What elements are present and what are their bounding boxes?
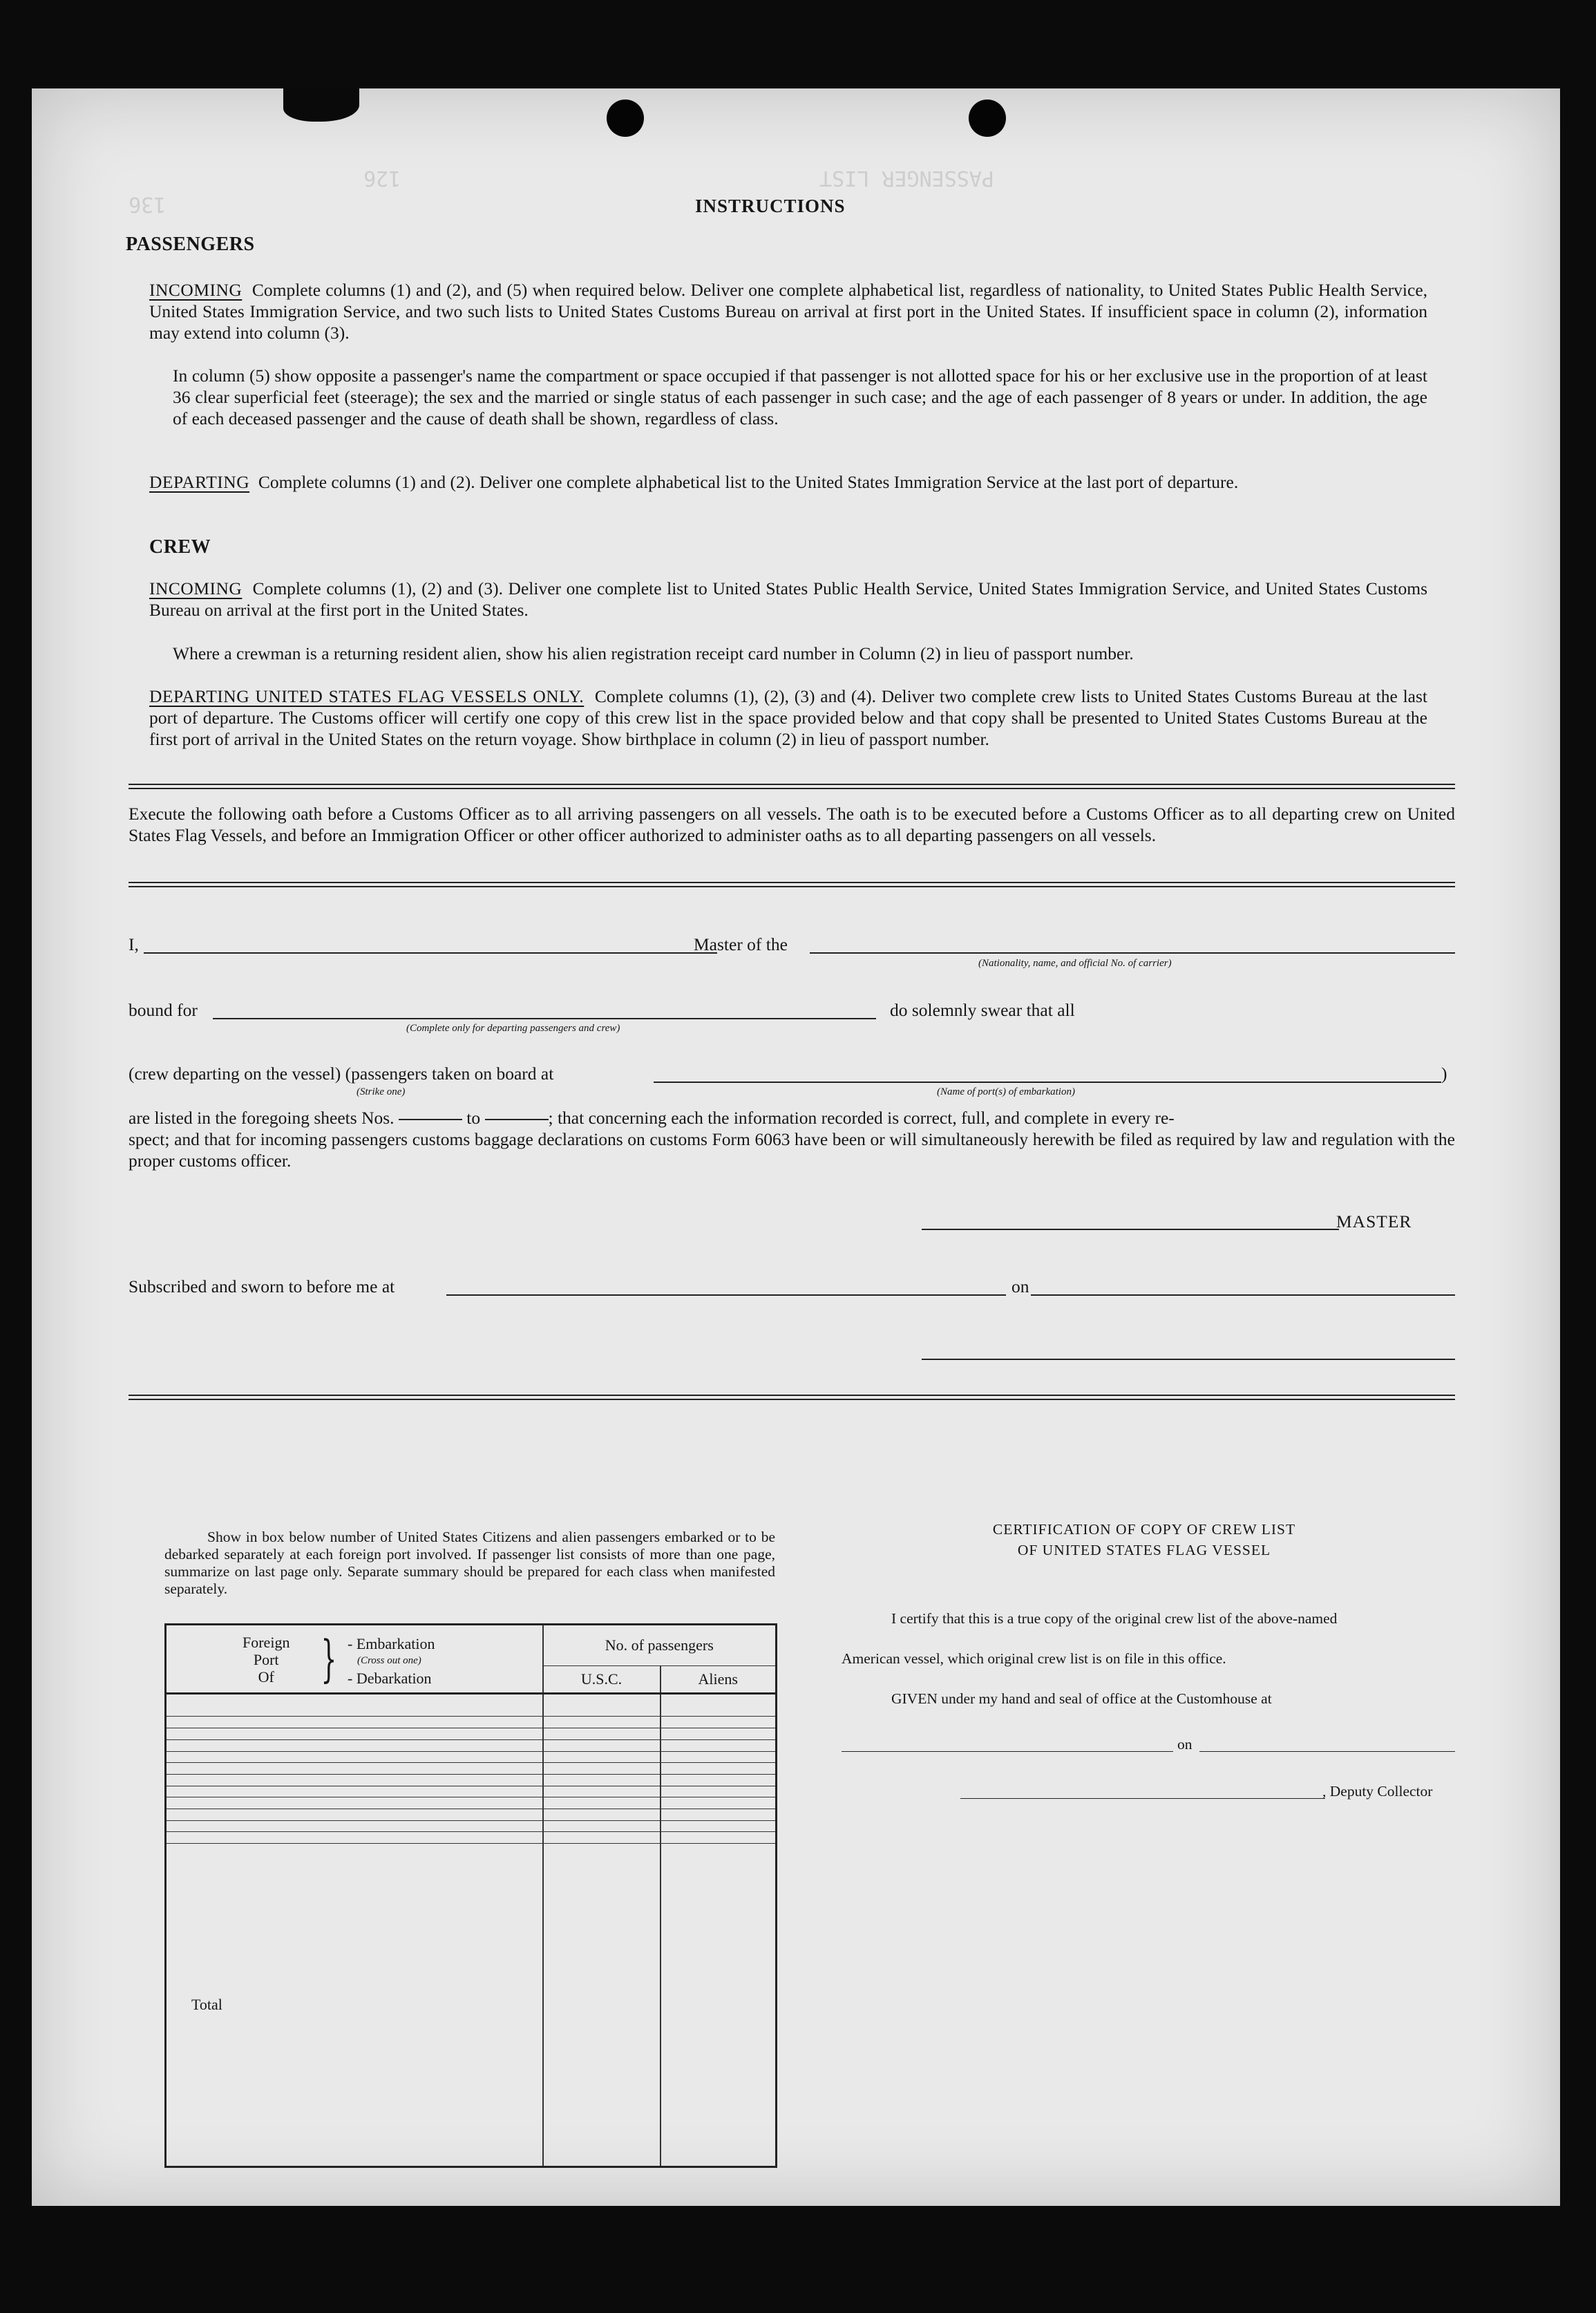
sheets-continuation: spect; and that for incoming passengers customs baggage declarations on customs Form 6063 have been or will simultaneously herewith be filed as required by law and regulation with the proper customs officer. [129,1129,1455,1171]
cross-out-caption: (Cross out one) [357,1655,421,1666]
usc-cell[interactable] [543,1694,661,1717]
customhouse-field[interactable] [842,1751,1173,1752]
aliens-cell[interactable] [661,1751,777,1763]
usc-cell[interactable] [543,1774,661,1786]
master-label: MASTER [1336,1211,1412,1231]
carrier-field[interactable] [810,952,1455,954]
usc-cell[interactable] [543,1751,661,1763]
table-row [166,1717,777,1728]
usc-cell[interactable] [543,1797,661,1809]
master-name-field[interactable] [144,952,717,954]
sheets-label: are listed in the foregoing sheets Nos. [129,1108,395,1128]
passengers-incoming-label: INCOMING [149,280,243,300]
passengers-departing-label: DEPARTING [149,472,250,492]
officer-signature-field[interactable] [922,1359,1455,1360]
sworn-date-field[interactable] [1031,1294,1455,1296]
bleed-through-title: PASSENGER LIST [819,166,994,190]
brace-icon: } [321,1630,337,1688]
passengers-departing-text: Complete columns (1) and (2). Deliver one complete alphabetical list to the United States Immigration Service at the last port of departure. [258,472,1239,492]
number-of-passengers-header: No. of passengers [543,1625,777,1666]
aliens-cell[interactable] [661,1832,777,1844]
usc-total-cell[interactable] [543,1844,661,2167]
crew-departing-text: Complete columns (1), (2), (3) and (4). Deliver two complete crew lists to United States Customs Bureau at the last port of departure. The Customs officer will certify one copy of this crew list in the space provided below and that copy shall be presented to United States Customs Bureau at the first port of arrival in the United States on the return voyage. Show birthplace in column (2) in lieu of passport number. [149,686,1427,749]
of-label: Of [258,1668,274,1686]
aliens-cell[interactable] [661,1786,777,1797]
usc-header: U.S.C. [543,1666,661,1694]
foreign-label: Foreign [243,1634,290,1651]
subscribed-label: Subscribed and sworn to before me at [129,1276,395,1296]
aliens-total-cell[interactable] [661,1844,777,2167]
certification-title-line1: CERTIFICATION OF COPY OF CREW LIST [992,1521,1296,1538]
usc-cell[interactable] [543,1739,661,1751]
table-header-row [166,1625,777,1666]
aliens-cell[interactable] [661,1739,777,1751]
crew-incoming-paragraph [149,578,1427,621]
form-page [32,88,1560,2206]
table-row [166,1763,777,1775]
port-cell[interactable] [166,1717,543,1728]
sworn-on-label: on [1011,1276,1029,1296]
ink-stain-mark [283,88,359,122]
port-cell[interactable] [166,1739,543,1751]
table-row [166,1728,777,1740]
passengers-incoming-text: Complete columns (1) and (2), and (5) when required below. Deliver one complete alphabetical list, regardless of nationality, to United States Public Health Service, United States Immigration Service, and two such lists to United States Customs Bureau on arrival at first port in the United States. If insufficient space in column (2), information may extend into column (3). [149,280,1428,343]
master-signature-field[interactable] [922,1229,1339,1230]
usc-cell[interactable] [543,1786,661,1797]
port-caption: (Name of port(s) of embarkation) [937,1086,1075,1097]
bleed-through-number: 126 [363,166,401,190]
summary-divider [129,1395,1455,1400]
aliens-cell[interactable] [661,1694,777,1717]
sheet-from-field[interactable] [399,1119,462,1120]
port-cell[interactable] [166,1774,543,1786]
port-cell[interactable] [166,1832,543,1844]
port-cell[interactable] [166,1763,543,1775]
carrier-caption: (Nationality, name, and official No. of carrier) [978,958,1172,969]
port-cell[interactable] [166,1809,543,1821]
embarkation-option[interactable]: - Embarkation [348,1635,435,1652]
bound-for-caption: (Complete only for departing passengers and crew) [406,1023,620,1034]
strike-one-caption: (Strike one) [357,1086,406,1097]
crew-departing-line: (crew departing on the vessel) (passengers taken on board at [129,1064,554,1084]
aliens-cell[interactable] [661,1763,777,1775]
close-paren: ) [1441,1064,1447,1084]
section-divider [129,784,1455,789]
table-row [166,1797,777,1809]
bound-for-field[interactable] [213,1018,876,1019]
port-cell[interactable] [166,1751,543,1763]
punch-hole-right [969,100,1006,137]
given-text: GIVEN under my hand and seal of office at the Customhouse at [891,1690,1272,1707]
crew-incoming-text: Complete columns (1), (2) and (3). Deliver one complete list to United States Public Health Service, United States Immigration Service, and United States Customs Bureau on arrival at the first port in the United States. [149,578,1428,620]
bleed-through-page: 136 [129,192,167,216]
aliens-cell[interactable] [661,1774,777,1786]
aliens-header: Aliens [661,1666,777,1694]
embarkation-port-field[interactable] [654,1082,1441,1083]
foreign-port-header [166,1625,543,1694]
passengers-departing-paragraph [149,471,1427,493]
oath-divider [129,882,1455,887]
sheets-line [129,1107,1455,1129]
aliens-cell[interactable] [661,1809,777,1821]
crew-heading: CREW [149,536,211,558]
instructions-heading: INSTRUCTIONS [695,196,846,216]
bound-for-label: bound for [129,1000,198,1020]
punch-hole-left [607,100,644,137]
american-vessel-text: American vessel, which original crew list is on file in this office. [842,1650,1226,1667]
certification-title-line2: OF UNITED STATES FLAG VESSEL [1017,1542,1271,1558]
total-row [166,1844,777,2167]
passengers-incoming-paragraph [149,279,1427,343]
certification-on-label: on [1177,1736,1193,1753]
crew-incoming-label: INCOMING [149,578,243,598]
usc-cell[interactable] [543,1809,661,1821]
table-row [166,1809,777,1821]
sheet-to-field[interactable] [485,1119,549,1120]
crew-resident-paragraph: Where a crewman is a returning resident alien, show his alien registration receipt card number in Column (2) in lieu of passport number. [173,643,1134,663]
port-cell[interactable] [166,1694,543,1717]
table-row [166,1820,777,1832]
oath-i-label: I, [129,934,139,954]
table-row [166,1694,777,1717]
passengers-heading: PASSENGERS [126,234,255,255]
usc-cell[interactable] [543,1728,661,1740]
debarkation-option[interactable]: - Debarkation [348,1670,432,1687]
port-cell[interactable] [166,1728,543,1740]
deputy-collector-label: , Deputy Collector [1322,1783,1433,1800]
usc-cell[interactable] [543,1717,661,1728]
table-row [166,1832,777,1844]
aliens-cell[interactable] [661,1717,777,1728]
certification-title [840,1519,1448,1560]
port-cell[interactable] [166,1786,543,1797]
certification-date-field[interactable] [1199,1751,1455,1752]
usc-cell[interactable] [543,1763,661,1775]
aliens-cell[interactable] [661,1797,777,1809]
port-label: Port [253,1651,279,1668]
oath-intro-paragraph: Execute the following oath before a Customs Officer as to all arriving passengers on all vessels. The oath is to be executed before a Customs Officer as to all departing crew on United States Flag Vessels, and before an Immigration Officer or other officer authorized to administer oaths as to all departing passengers on all vessels. [129,804,1455,845]
table-row [166,1751,777,1763]
usc-cell[interactable] [543,1820,661,1832]
table-row [166,1774,777,1786]
port-cell[interactable] [166,1797,543,1809]
summary-note: Show in box below number of United States Citizens and alien passengers embarked or to be debarked separately at each foreign port involved. If passenger list consists of more than one page, summarize on last page only. Separate summary should be prepared for each class when manifested separately. [164,1529,775,1597]
port-cell[interactable] [166,1820,543,1832]
certify-text: I certify that this is a true copy of the original crew list of the above-named [891,1610,1338,1627]
table-row [166,1739,777,1751]
sheets-to-label: to [466,1108,481,1128]
aliens-cell[interactable] [661,1728,777,1740]
crew-departing-label: DEPARTING UNITED STATES FLAG VESSELS ONLY. [149,686,585,706]
passenger-summary-table [164,1623,777,2168]
sworn-place-field[interactable] [446,1294,1006,1296]
sheets-statement: ; that concerning each the information recorded is correct, full, and complete in every re- [548,1108,1175,1128]
column5-paragraph: In column (5) show opposite a passenger's name the compartment or space occupied if that passenger is not allotted space for his or her exclusive use in the proportion of at least 36 clear superficial feet (steerage); the sex and the married or single status of each passenger in such case; and the age of each passenger of 8 years or under. In addition, the age of each deceased passenger and the cause of death shall be shown, regardless of class. [173,366,1427,428]
deputy-signature-field[interactable] [960,1798,1325,1799]
crew-departing-paragraph [149,686,1427,750]
aliens-cell[interactable] [661,1820,777,1832]
usc-cell[interactable] [543,1832,661,1844]
table-row [166,1786,777,1797]
master-of-the-label: Master of the [694,934,788,954]
swear-label: do solemnly swear that all [890,1000,1075,1020]
total-label: Total [166,1844,543,2167]
